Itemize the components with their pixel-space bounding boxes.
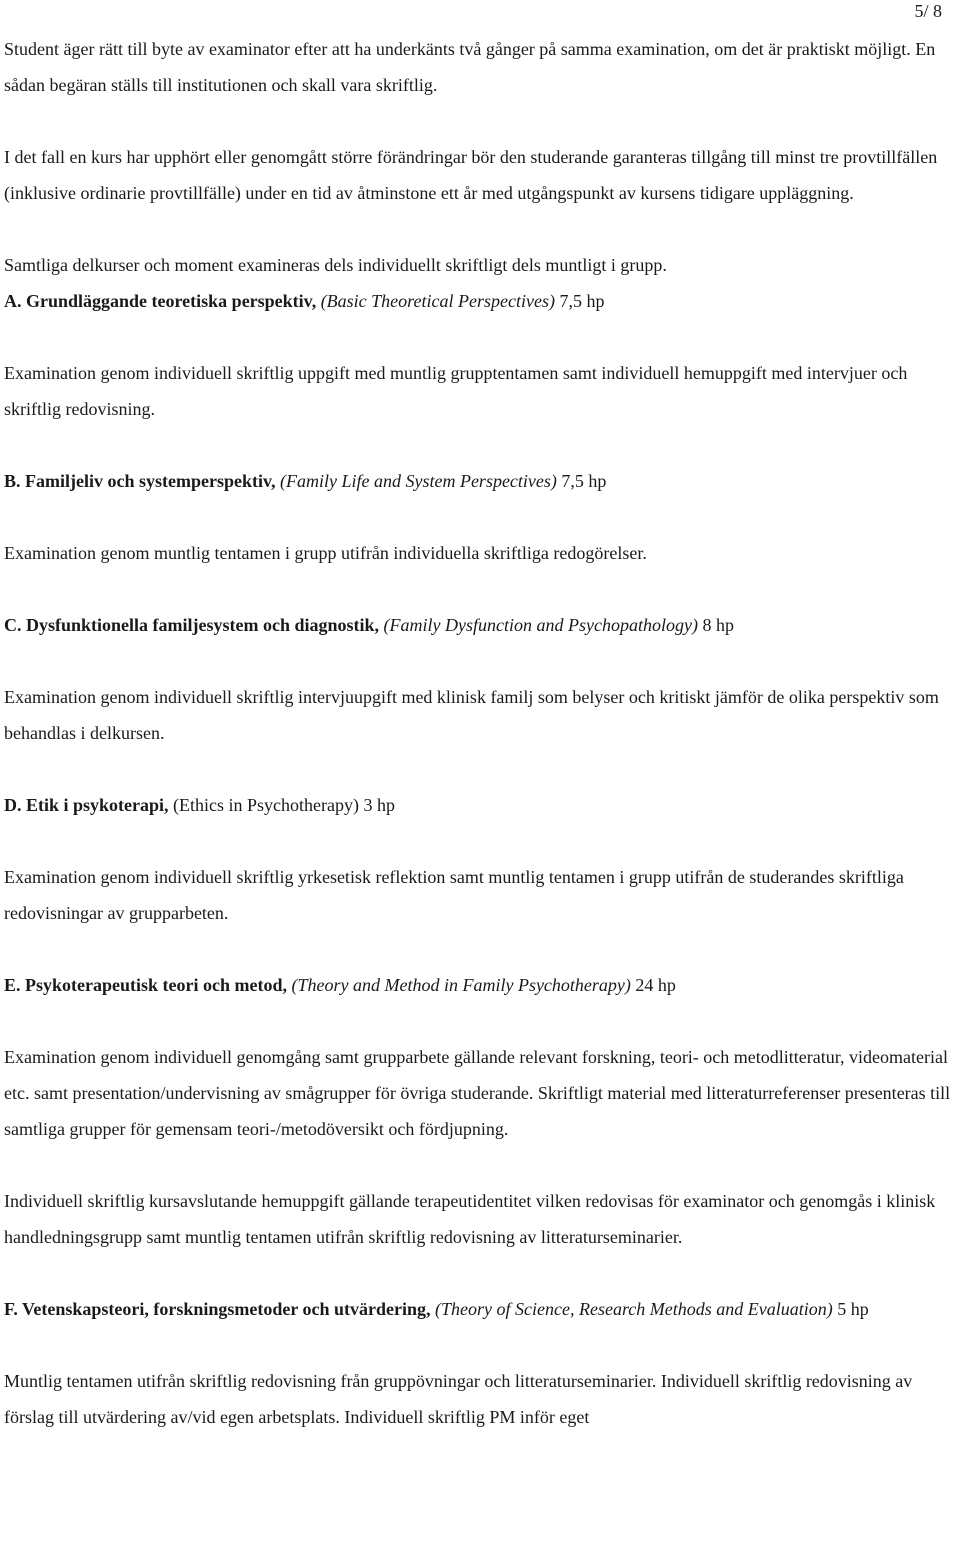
section-title-b: [4, 463, 959, 499]
section-title-text: B. Familjeliv och systemperspektiv,: [4, 471, 276, 491]
section-credits: 7,5 hp: [556, 471, 607, 491]
section-title-text: C. Dysfunktionella familjesystem och diagnostik,: [4, 615, 380, 635]
section-title-text: D. Etik i psykoterapi,: [4, 795, 169, 815]
paragraph-course-change: I det fall en kurs har upphört eller genomgått större förändringar bör den studerande garanteras tillgång till minst tre provtillfällen (inklusive ordinarie provtillfälle) under en tid av åtminstone ett år med utgångspunkt av kursens tidigare uppläggning.: [4, 147, 938, 203]
paragraph-examination-mode: Samtliga delkurser och moment examineras dels individuellt skriftligt dels muntligt i grupp.: [4, 255, 667, 275]
section-english-title: (Family Dysfunction and Psychopathology): [383, 615, 698, 635]
section-english-title: (Ethics in Psychotherapy): [173, 795, 359, 815]
section-english-title: (Theory and Method in Family Psychotherapy): [291, 975, 631, 995]
document-body: [4, 31, 959, 1435]
section-credits: 24 hp: [630, 975, 676, 995]
section-e-paragraph-1: Examination genom individuell genomgång samt grupparbete gällande relevant forskning, teori- och metodlitteratur, videomaterial etc. samt presentation/undervisning av smågrupper för övriga studerande. Skriftligt material med litteraturreferenser presenteras till samtliga grupper för gemensam teori-/metodöversikt och fördjupning.: [4, 1047, 951, 1139]
section-e-paragraph-2: Individuell skriftlig kursavslutande hemuppgift gällande terapeutidentitet vilken redovisas för examinator och genomgås i klinisk handledningsgrupp samt muntlig tentamen utifrån skriftlig redovisning av litteraturseminarier.: [4, 1191, 936, 1247]
section-title-e: [4, 967, 959, 1003]
section-title-text: F. Vetenskapsteori, forskningsmetoder och utvärdering,: [4, 1299, 431, 1319]
section-f-paragraph: Muntlig tentamen utifrån skriftlig redovisning från gruppövningar och litteraturseminarier. Individuell skriftlig redovisning av förslag till utvärdering av/vid egen arbetsplats. Individuell skriftlig PM inför eget: [4, 1371, 913, 1427]
section-a-paragraph: Examination genom individuell skriftlig uppgift med muntlig grupptentamen samt individuell hemuppgift med intervjuer och skriftlig redovisning.: [4, 363, 908, 419]
paragraph-examiner-change: Student äger rätt till byte av examinator efter att ha underkänts två gånger på samma examination, om det är praktiskt möjligt. En sådan begäran ställs till institutionen och skall vara skriftlig.: [4, 39, 936, 95]
section-credits: 5 hp: [832, 1299, 869, 1319]
section-credits: 3 hp: [359, 795, 395, 815]
page-number: 5/ 8: [914, 1, 942, 21]
section-english-title: (Basic Theoretical Perspectives): [320, 291, 555, 311]
section-title-c: [4, 607, 959, 643]
section-credits: 8 hp: [697, 615, 734, 635]
section-title-text: E. Psykoterapeutisk teori och metod,: [4, 975, 287, 995]
section-english-title: (Family Life and System Perspectives): [279, 471, 557, 491]
section-c-paragraph: Examination genom individuell skriftlig intervjuupgift med klinisk familj som belyser och kritiskt jämför de olika perspektiv som behandlas i delkursen.: [4, 687, 939, 743]
section-credits: 7,5 hp: [554, 291, 605, 311]
section-b-paragraph: Examination genom muntlig tentamen i grupp utifrån individuella skriftliga redogörelser.: [4, 543, 647, 563]
section-d-paragraph: Examination genom individuell skriftlig yrkesetisk reflektion samt muntlig tentamen i grupp utifrån de studerandes skriftliga redovisningar av grupparbeten.: [4, 867, 904, 923]
section-english-title: (Theory of Science, Research Methods and Evaluation): [435, 1299, 833, 1319]
section-title-text: A. Grundläggande teoretiska perspektiv,: [4, 291, 317, 311]
section-title-f: [4, 1291, 959, 1327]
section-title-d: [4, 787, 959, 823]
section-title-a: [4, 283, 959, 319]
